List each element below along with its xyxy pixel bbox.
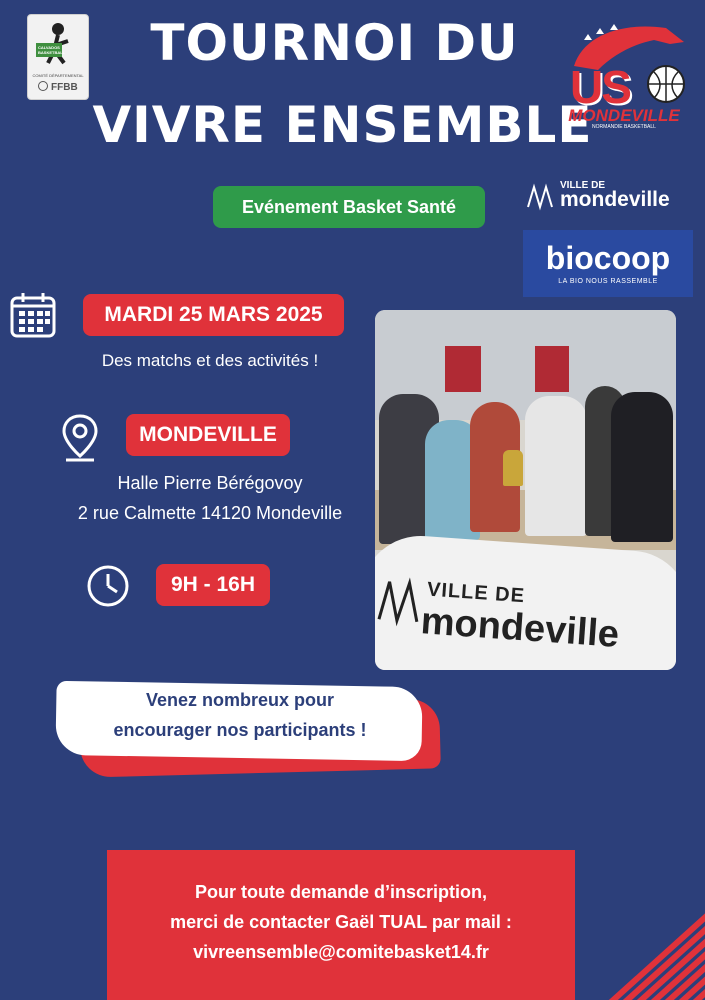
sponsor-ville-prefix: VILLE DE xyxy=(560,180,606,191)
location-pin-icon xyxy=(60,412,100,464)
date-pill: MARDI 25 MARS 2025 xyxy=(83,294,344,336)
event-badge: Evénement Basket Santé xyxy=(213,186,485,228)
photo-banner xyxy=(375,532,676,670)
trophy xyxy=(503,450,523,486)
ffbb-label: FFBB xyxy=(51,82,78,93)
date-subtitle: Des matchs et des activités ! xyxy=(101,351,319,370)
club-logo-sub: NORMANDIE BASKETBALL xyxy=(592,124,656,130)
title-line-2: VIVRE ENSEMBLE xyxy=(92,96,593,154)
callout-line-2: encourager nos participants ! xyxy=(113,720,367,740)
photo-banner-red xyxy=(535,346,569,392)
person-4 xyxy=(525,396,587,536)
venue-name: Halle Pierre Bérégovoy xyxy=(117,473,303,493)
person-6 xyxy=(611,392,673,542)
club-logo-name: MONDEVILLE xyxy=(568,106,680,125)
sponsor-ville-name: mondeville xyxy=(560,188,670,211)
photo-banner-name: mondeville xyxy=(419,600,621,656)
contact-line-1: Pour toute demande d’inscription, xyxy=(194,882,488,902)
sponsor-ville-logo xyxy=(526,180,691,214)
contact-email[interactable]: vivreensemble@comitebasket14.fr xyxy=(193,942,489,962)
callout-line-1: Venez nombreux pour xyxy=(145,690,335,710)
club-logo xyxy=(554,14,694,132)
committee-logo-sub: COMITÉ DÉPARTEMENTAL xyxy=(32,73,84,78)
venue-address: 2 rue Calmette 14120 Mondeville xyxy=(77,503,343,523)
title-line-1: TOURNOI DU xyxy=(150,14,519,72)
place-pill: MONDEVILLE xyxy=(126,414,290,456)
photo-scoreboard xyxy=(445,346,481,392)
ffbb-logo xyxy=(34,81,82,95)
team-photo xyxy=(375,310,676,670)
decorative-stripes xyxy=(590,840,705,1000)
ville-mark-icon xyxy=(526,183,556,211)
ffbb-ball-icon xyxy=(38,81,48,91)
sponsor-biocoop-tagline: LA BIO NOUS RASSEMBLE xyxy=(558,278,658,285)
contact-box xyxy=(107,850,575,1000)
photo-banner-prefix: VILLE DE xyxy=(426,578,526,608)
club-logo-letters: US xyxy=(570,61,630,113)
time-pill: 9H - 16H xyxy=(156,564,270,606)
sponsor-biocoop-logo xyxy=(523,230,693,297)
sponsor-biocoop-name: biocoop xyxy=(545,240,671,276)
committee-logo-name: CALVADOS BASKETBALL xyxy=(38,45,66,55)
clock-icon xyxy=(86,564,130,608)
calendar-icon xyxy=(10,291,56,339)
contact-line-2: merci de contacter Gaël TUAL par mail : xyxy=(170,912,512,932)
ville-banner-mark-icon xyxy=(375,575,424,628)
